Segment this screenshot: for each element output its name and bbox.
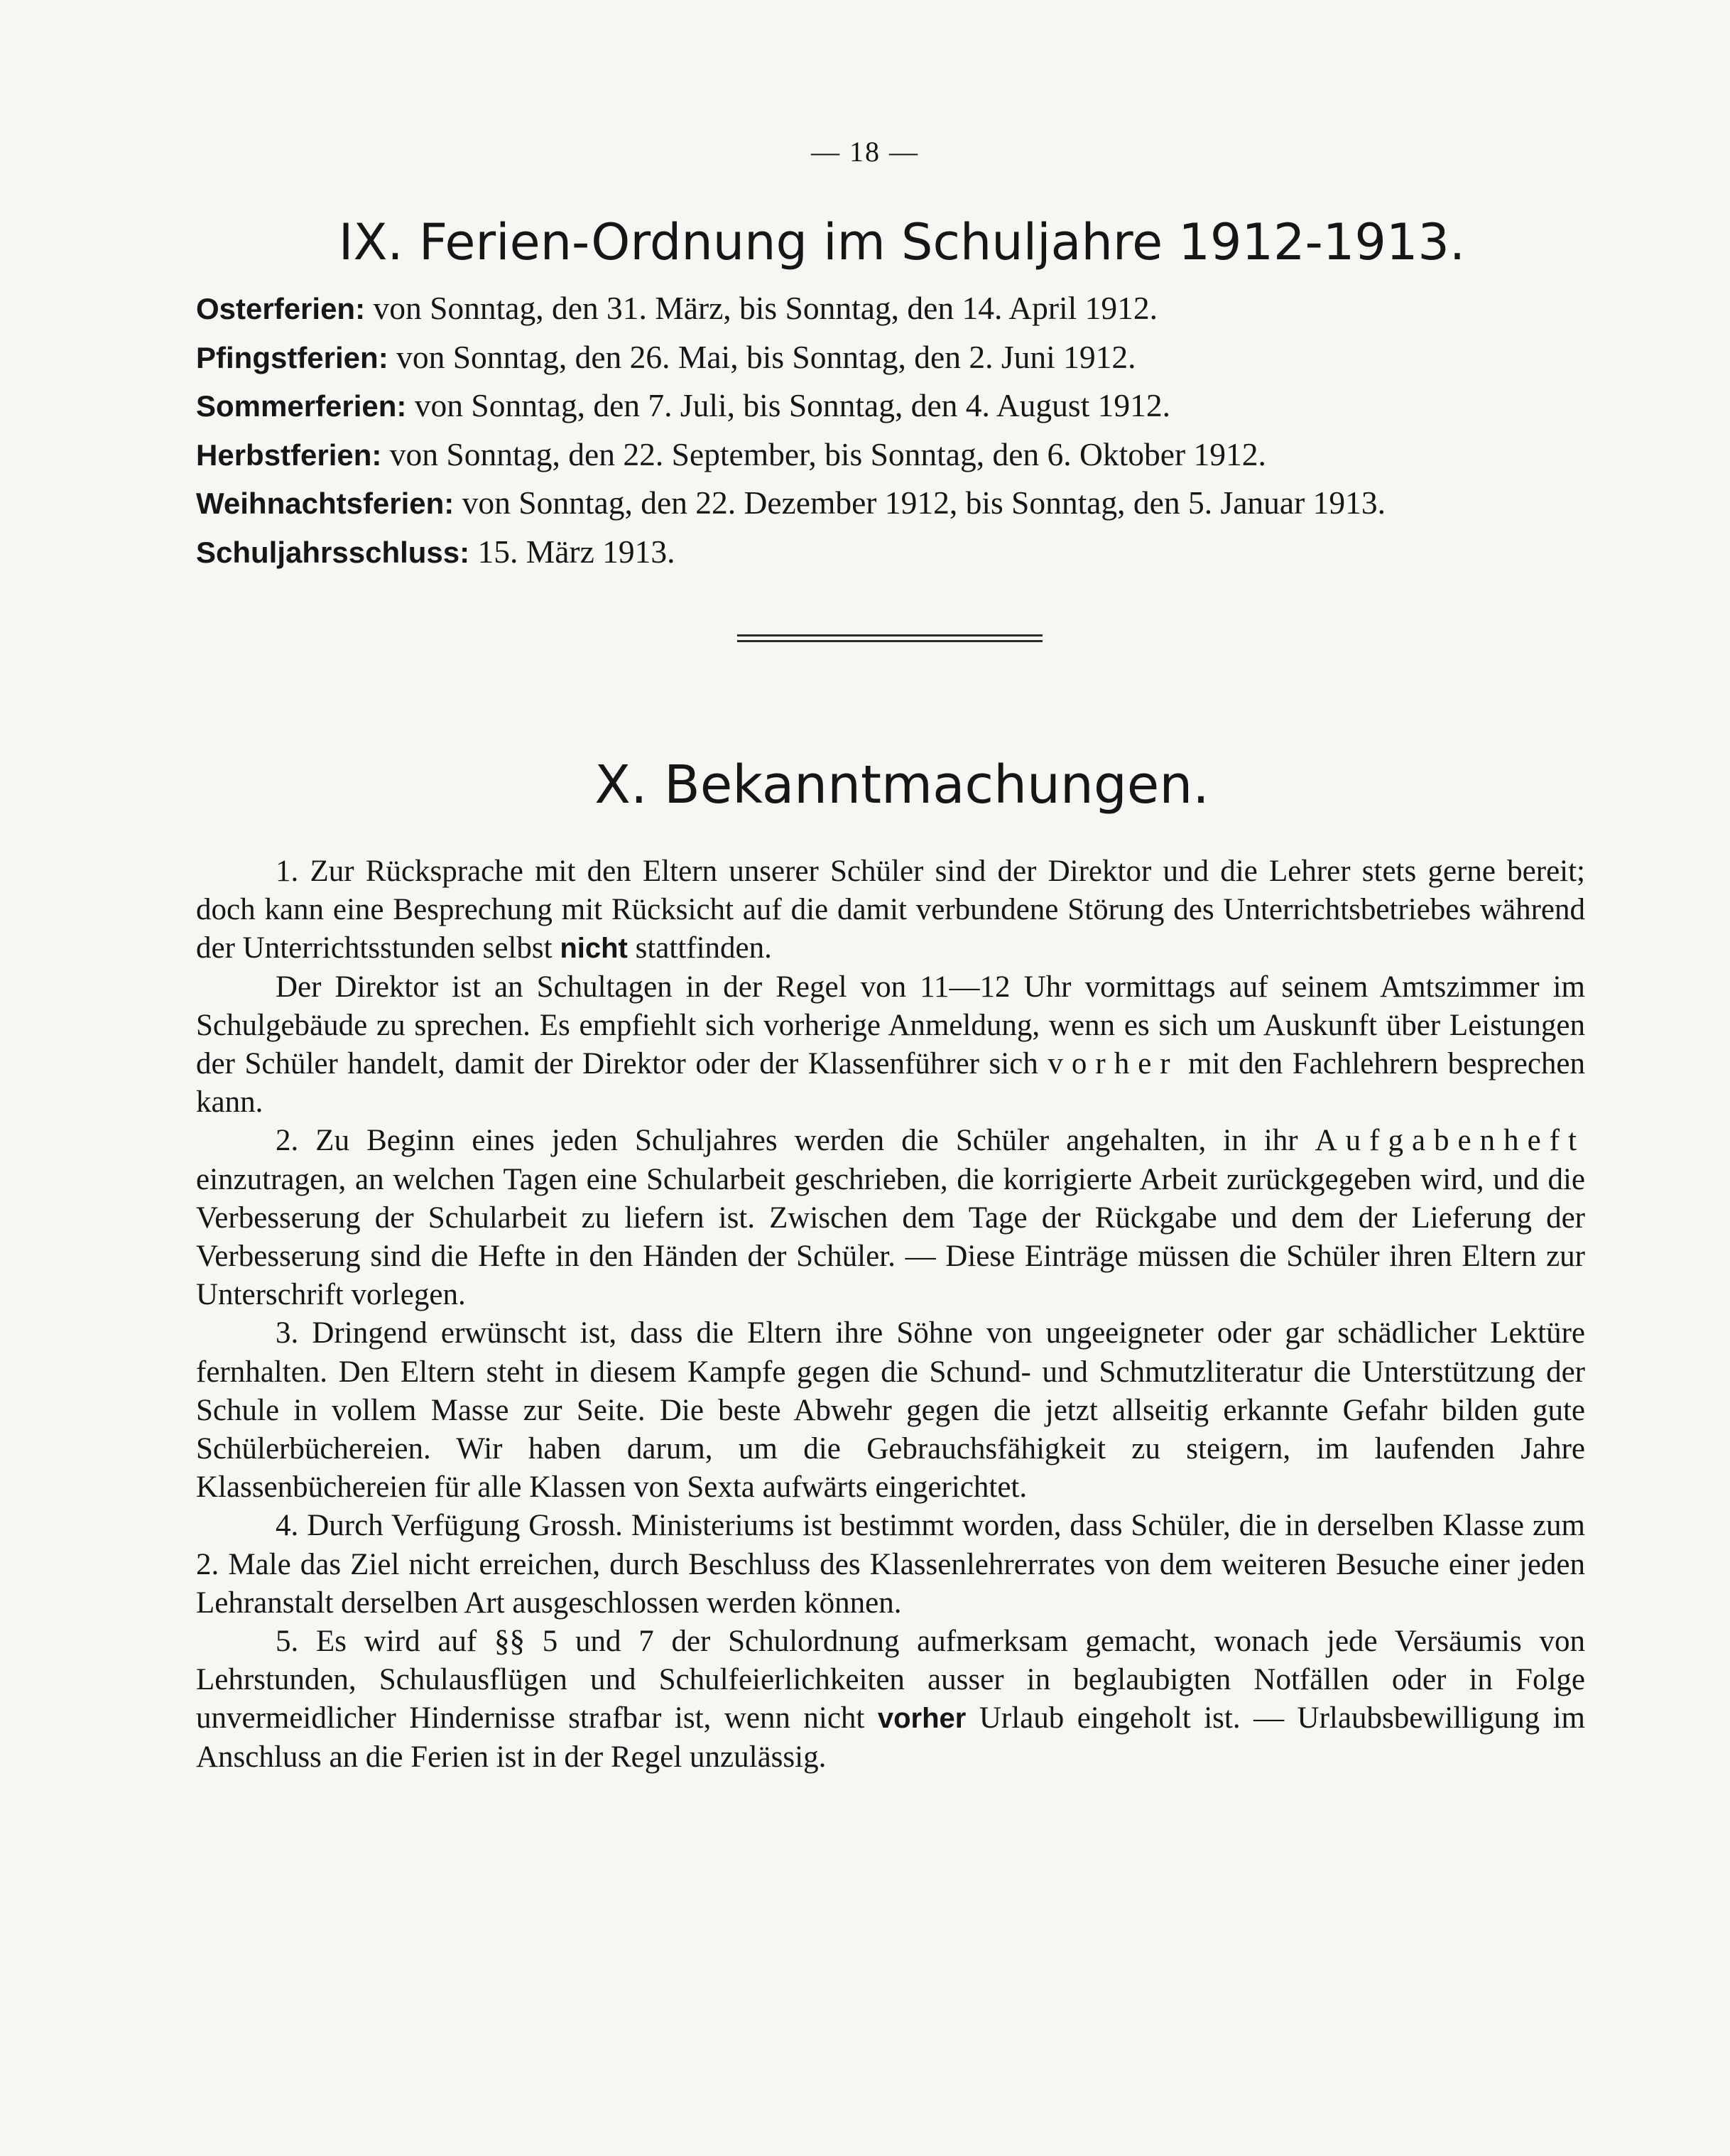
paragraph-text: 2. Zu Beginn eines jeden Schuljahres werden die Schüler angehalten, in ihr <box>276 1124 1298 1158</box>
paragraph-text: 5. Es wird auf §§ 5 und 7 der Schulordnung aufmerksam gemacht, wonach jede Versäumis von Lehrstunden, Schulausflügen und Schulfeierlichkeiten ausser in beglaubigten Notfällen oder in Folge unvermeidlicher Hindernisse strafbar ist, wenn nicht <box>196 1625 1585 1735</box>
holiday-row <box>196 333 1588 382</box>
holiday-row <box>196 528 1588 577</box>
paragraph-text: Der Direktor ist an Schultagen in der Regel von 11—12 Uhr vormittags auf seinem Amtszimmer im Schulgebäude zu sprechen. Es empfiehlt sich vorherige Anmeldung, wenn es sich um Auskunft über Leistungen der Schüler handelt, damit der Direktor oder der Klassenführer sich <box>196 970 1585 1081</box>
notice-paragraph <box>196 968 1585 1122</box>
notice-paragraph <box>196 852 1585 968</box>
notice-paragraph: 4. Durch Verfügung Grossh. Ministeriums ist bestimmt worden, dass Schüler, die in derselben Klasse zum 2. Male das Ziel nicht erreichen, durch Beschluss des Klassenlehrerrates von dem weiteren Besuche einer jeden Lehranstalt derselben Art ausgeschlossen werden können. <box>196 1509 1585 1620</box>
section-divider <box>737 634 1043 642</box>
holiday-dates: von Sonntag, den 7. Juli, bis Sonntag, den 4. August 1912. <box>414 387 1171 423</box>
holiday-row <box>196 284 1588 333</box>
holiday-row <box>196 381 1588 430</box>
spaced-emphasis-text: Aufgabenheft <box>1315 1124 1585 1158</box>
emphasis-text: nicht <box>560 933 628 965</box>
holiday-row <box>196 479 1588 528</box>
notice-paragraph: 3. Dringend erwünscht ist, dass die Eltern ihre Söhne von ungeeigneter oder gar schädlicher Lektüre fernhalten. Den Eltern steht in diesem Kampfe gegen die Schund- und Schmutzliteratur die Unterstützung der Schule in vollem Masse zur Seite. Die beste Abwehr gegen die jetzt allseitig erkannte Gefahr bilden gute Schülerbüchereien. Wir haben darum, um die Gebrauchsfähigkeit zu steigern, im laufenden Jahre Klassenbüchereien für alle Klassen von Sexta aufwärts eingerichtet. <box>196 1316 1585 1505</box>
holiday-dates: von Sonntag, den 22. September, bis Sonntag, den 6. Oktober 1912. <box>389 435 1266 472</box>
emphasis-text: vorher <box>877 1703 967 1735</box>
holiday-label: Sommerferien: <box>196 389 407 423</box>
notices-body <box>196 852 1585 1777</box>
spaced-emphasis-text: vorher <box>1048 1047 1179 1081</box>
paragraph-text: einzutragen, an welchen Tagen eine Schularbeit geschrieben, die korrigierte Arbeit zurückgegeben wird, und die Verbesserung der Schularbeit zu liefern ist. Zwischen dem Tage der Rückgabe und dem der Lieferung der Verbesserung sind die Hefte in den Händen der Schüler. — Diese Einträge müssen die Schüler ihren Eltern zur Unterschrift vorlegen. <box>196 1162 1585 1312</box>
holiday-row <box>196 430 1588 480</box>
holiday-label: Weihnachtsferien: <box>196 487 455 520</box>
holiday-label: Osterferien: <box>196 292 366 325</box>
holiday-label: Pfingstferien: <box>196 340 388 374</box>
notice-paragraph <box>196 1623 1585 1777</box>
paragraph-text: 1. Zur Rücksprache mit den Eltern unserer Schüler sind der Direktor und die Lehrer stets gerne bereit; doch kann eine Besprechung mit Rücksicht auf die damit verbundene Störung des Unterrichtsbetriebes während der Unterrichtsstunden selbst <box>196 855 1585 965</box>
holiday-dates: von Sonntag, den 31. März, bis Sonntag, den 14. April 1912. <box>373 290 1158 326</box>
holiday-label: Herbstferien: <box>196 438 382 472</box>
holiday-label: Schuljahrsschluss: <box>196 535 470 569</box>
paragraph-text: stattfinden. <box>635 931 772 965</box>
paragraph-text: mit den Fachlehrern besprechen kann. <box>196 1047 1585 1120</box>
holiday-dates: von Sonntag, den 22. Dezember 1912, bis Sonntag, den 5. Januar 1913. <box>462 484 1386 521</box>
page-number: — 18 — <box>811 136 919 168</box>
notice-paragraph <box>196 1122 1585 1314</box>
ferien-heading: IX. Ferien-Ordnung im Schuljahre 1912-1913. <box>338 213 1466 271</box>
holiday-dates: von Sonntag, den 26. Mai, bis Sonntag, den 2. Juni 1912. <box>396 338 1136 375</box>
holiday-dates: 15. März 1913. <box>477 533 675 570</box>
paragraph-text: Urlaub eingeholt ist. — Urlaubsbewilligung im Anschluss an die Ferien ist in der Regel unzulässig. <box>196 1701 1585 1774</box>
bekanntmachungen-heading: X. Bekanntmachungen. <box>594 754 1209 816</box>
holiday-list <box>196 284 1588 576</box>
